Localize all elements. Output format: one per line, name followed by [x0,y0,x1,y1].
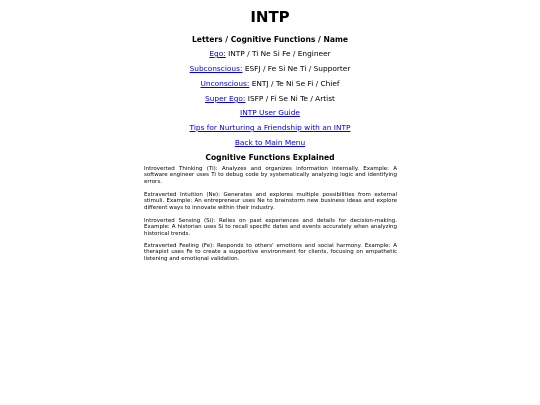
page-subtitle: Letters / Cognitive Functions / Name [191,35,349,44]
subconscious-link[interactable]: Subconscious: [189,64,243,73]
function-ne-description: Extraverted Intuition (Ne): Generates and explores multiple possibilities from external stimuli. Example: An entrepreneur uses Ne to brainstorm new business ideas and explore different ways to innovate within their industry. [144,192,397,211]
super-ego-row [0,94,540,103]
unconscious-row [0,79,540,88]
ego-row [0,49,540,58]
page-title: INTP [250,8,290,26]
user-guide-row [0,108,540,117]
unconscious-value: ENTJ / Te Ni Se Fi / Chief [251,79,340,88]
main-menu-link[interactable]: Back to Main Menu [234,138,306,147]
friendship-tips-row [0,123,540,132]
super-ego-value: ISFP / Fi Se Ni Te / Artist [247,94,335,103]
user-guide-link[interactable]: INTP User Guide [240,108,300,117]
subconscious-value: ESFJ / Fe Si Ne Ti / Supporter [244,64,351,73]
function-ti-description: Introverted Thinking (Ti): Analyzes and organizes information internally. Example: A software engineer uses Ti to debug code by systematically analyzing logic and identifying errors. [144,166,397,185]
functions-heading: Cognitive Functions Explained [205,153,335,162]
friendship-tips-link[interactable]: Tips for Nurturing a Friendship with an INTP [189,123,351,132]
function-fe-description: Extraverted Feeling (Fe): Responds to others' emotions and social harmony. Example: A therapist uses Fe to create a supportive environment for clients, focusing on empathetic listening and emotional validation. [144,243,397,262]
ego-value: INTP / Ti Ne Si Fe / Engineer [228,49,331,58]
main-menu-row [0,138,540,147]
subconscious-row [0,64,540,73]
function-si-description: Introverted Sensing (Si): Relies on past experiences and details for decision-making. Example: A historian uses Si to recall specific dates and events accurately when analyzing historical trends. [144,218,397,237]
super-ego-link[interactable]: Super Ego: [205,94,246,103]
unconscious-link[interactable]: Unconscious: [200,79,250,88]
ego-link[interactable]: Ego: [209,49,226,58]
